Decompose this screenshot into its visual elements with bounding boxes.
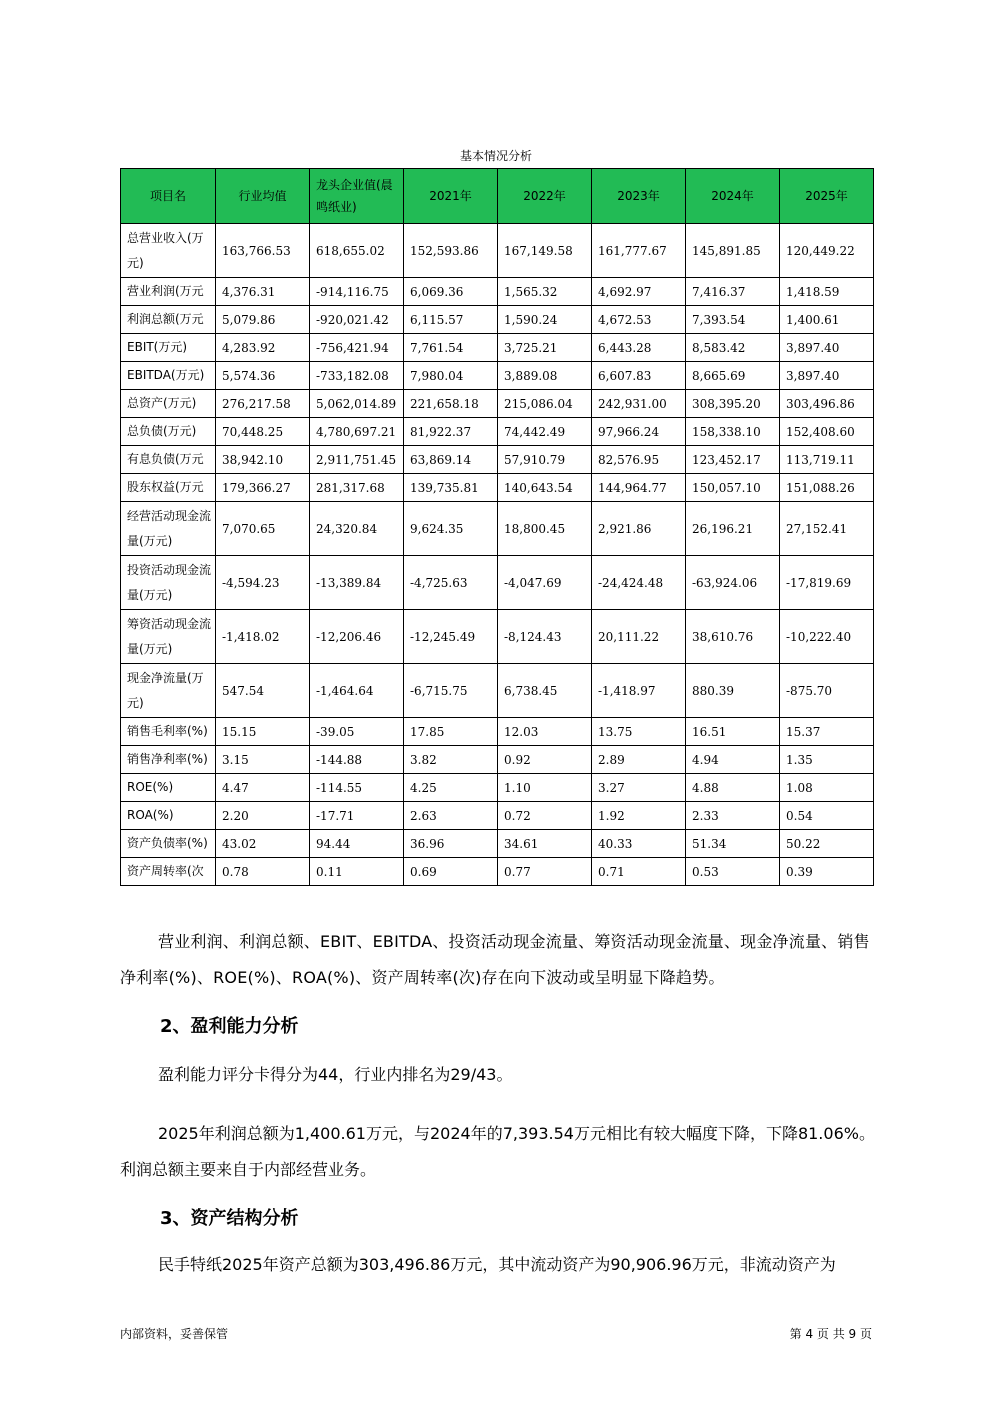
row-label: 总资产(万元) xyxy=(121,390,216,418)
table-cell: 0.77 xyxy=(498,858,592,886)
table-cell: -13,389.84 xyxy=(310,556,404,610)
table-cell: 120,449.22 xyxy=(780,224,874,278)
table-cell: 5,062,014.89 xyxy=(310,390,404,418)
table-cell: 221,658.18 xyxy=(404,390,498,418)
table-cell: 38,942.10 xyxy=(216,446,310,474)
table-cell: 0.78 xyxy=(216,858,310,886)
table-cell: -4,594.23 xyxy=(216,556,310,610)
table-cell: 94.44 xyxy=(310,830,404,858)
table-cell: 144,964.77 xyxy=(592,474,686,502)
table-cell: 4,780,697.21 xyxy=(310,418,404,446)
row-label: 股东权益(万元 xyxy=(121,474,216,502)
table-cell: 0.39 xyxy=(780,858,874,886)
table-cell: 7,416.37 xyxy=(686,278,780,306)
table-cell: 0.11 xyxy=(310,858,404,886)
asset-detail-paragraph: 民手特纸2025年资产总额为303,496.86万元，其中流动资产为90,906.96万元，非流动资产为 xyxy=(158,1255,836,1274)
table-cell: 0.72 xyxy=(498,802,592,830)
table-cell: 1,418.59 xyxy=(780,278,874,306)
table-row xyxy=(121,474,874,502)
table-cell: 161,777.67 xyxy=(592,224,686,278)
row-label: 投资活动现金流量(万元) xyxy=(121,556,216,610)
table-cell: 0.54 xyxy=(780,802,874,830)
table-cell: 4.94 xyxy=(686,746,780,774)
table-cell: 6,607.83 xyxy=(592,362,686,390)
profit-detail-paragraph: 2025年利润总额为1,400.61万元，与2024年的7,393.54万元相比有较大幅度下降，下降81.06%。利润总额主要来自于内部经营业务。 xyxy=(120,1124,875,1179)
table-cell: 151,088.26 xyxy=(780,474,874,502)
table-cell: 3,725.21 xyxy=(498,334,592,362)
table-cell: 1.08 xyxy=(780,774,874,802)
table-cell: 57,910.79 xyxy=(498,446,592,474)
table-cell: 4,376.31 xyxy=(216,278,310,306)
table-cell: 163,766.53 xyxy=(216,224,310,278)
table-row xyxy=(121,746,874,774)
table-cell: 242,931.00 xyxy=(592,390,686,418)
table-cell: -114.55 xyxy=(310,774,404,802)
table-cell: 1.92 xyxy=(592,802,686,830)
table-cell: -4,047.69 xyxy=(498,556,592,610)
profit-section-heading: 2、盈利能力分析 xyxy=(160,1016,299,1037)
header-year-2021: 2021年 xyxy=(404,169,498,224)
table-cell: 158,338.10 xyxy=(686,418,780,446)
table-cell: 3,897.40 xyxy=(780,334,874,362)
table-cell: 152,408.60 xyxy=(780,418,874,446)
table-row xyxy=(121,664,874,718)
table-cell: 50.22 xyxy=(780,830,874,858)
table-row xyxy=(121,802,874,830)
table-cell: 0.71 xyxy=(592,858,686,886)
table-row xyxy=(121,224,874,278)
table-cell: 4,692.97 xyxy=(592,278,686,306)
row-label: 利润总额(万元 xyxy=(121,306,216,334)
table-cell: 7,070.65 xyxy=(216,502,310,556)
row-label: ROE(%) xyxy=(121,774,216,802)
table-cell: 9,624.35 xyxy=(404,502,498,556)
table-cell: -920,021.42 xyxy=(310,306,404,334)
row-label: 资产周转率(次 xyxy=(121,858,216,886)
table-cell: 2.89 xyxy=(592,746,686,774)
table-cell: 63,869.14 xyxy=(404,446,498,474)
row-label: 现金净流量(万元) xyxy=(121,664,216,718)
row-label: EBITDA(万元) xyxy=(121,362,216,390)
row-label: 营业利润(万元 xyxy=(121,278,216,306)
row-label: 销售净利率(%) xyxy=(121,746,216,774)
table-cell: -39.05 xyxy=(310,718,404,746)
table-cell: 4.88 xyxy=(686,774,780,802)
table-cell: 139,735.81 xyxy=(404,474,498,502)
table-row xyxy=(121,278,874,306)
footer-confidential-note: 内部资料，妥善保管 xyxy=(120,1327,229,1341)
table-cell: 113,719.11 xyxy=(780,446,874,474)
table-cell: 7,393.54 xyxy=(686,306,780,334)
table-cell: 7,761.54 xyxy=(404,334,498,362)
table-cell: 27,152.41 xyxy=(780,502,874,556)
table-row xyxy=(121,774,874,802)
table-cell: -1,418.02 xyxy=(216,610,310,664)
row-label: 销售毛利率(%) xyxy=(121,718,216,746)
table-cell: 1.10 xyxy=(498,774,592,802)
table-cell: 26,196.21 xyxy=(686,502,780,556)
table-cell: 15.37 xyxy=(780,718,874,746)
table-cell: 152,593.86 xyxy=(404,224,498,278)
table-cell: -12,245.49 xyxy=(404,610,498,664)
table-row xyxy=(121,334,874,362)
table-cell: 15.15 xyxy=(216,718,310,746)
table-cell: -6,715.75 xyxy=(404,664,498,718)
table-cell: 34.61 xyxy=(498,830,592,858)
table-cell: 40.33 xyxy=(592,830,686,858)
table-cell: 215,086.04 xyxy=(498,390,592,418)
table-cell: 82,576.95 xyxy=(592,446,686,474)
table-cell: -875.70 xyxy=(780,664,874,718)
table-cell: 3.27 xyxy=(592,774,686,802)
table-cell: 16.51 xyxy=(686,718,780,746)
table-cell: 5,079.86 xyxy=(216,306,310,334)
table-cell: 1.35 xyxy=(780,746,874,774)
table-cell: 24,320.84 xyxy=(310,502,404,556)
table-cell: 1,565.32 xyxy=(498,278,592,306)
table-cell: 0.69 xyxy=(404,858,498,886)
row-label: 有息负债(万元 xyxy=(121,446,216,474)
table-cell: -4,725.63 xyxy=(404,556,498,610)
table-cell: 51.34 xyxy=(686,830,780,858)
table-cell: 145,891.85 xyxy=(686,224,780,278)
table-cell: 3.15 xyxy=(216,746,310,774)
header-year-2023: 2023年 xyxy=(592,169,686,224)
table-cell: 3,889.08 xyxy=(498,362,592,390)
table-row xyxy=(121,362,874,390)
header-year-2024: 2024年 xyxy=(686,169,780,224)
table-cell: -8,124.43 xyxy=(498,610,592,664)
table-cell: 97,966.24 xyxy=(592,418,686,446)
row-label: 筹资活动现金流量(万元) xyxy=(121,610,216,664)
table-cell: 179,366.27 xyxy=(216,474,310,502)
table-cell: 43.02 xyxy=(216,830,310,858)
table-cell: 1,590.24 xyxy=(498,306,592,334)
table-cell: 0.92 xyxy=(498,746,592,774)
header-leader-value: 龙头企业值(晨鸣纸业) xyxy=(310,169,404,224)
table-cell: 547.54 xyxy=(216,664,310,718)
trend-paragraph: 营业利润、利润总额、EBIT、EBITDA、投资活动现金流量、筹资活动现金流量、现金净流量、销售净利率(%)、ROE(%)、ROA(%)、资产周转率(次)存在向下波动或呈明显下降趋势。 xyxy=(120,932,870,987)
table-cell: 4.25 xyxy=(404,774,498,802)
table-cell: 2.33 xyxy=(686,802,780,830)
table-row xyxy=(121,610,874,664)
table-cell: 140,643.54 xyxy=(498,474,592,502)
table-row xyxy=(121,830,874,858)
table-cell: 38,610.76 xyxy=(686,610,780,664)
basic-analysis-table xyxy=(120,168,874,886)
table-cell: 281,317.68 xyxy=(310,474,404,502)
table-cell: 6,069.36 xyxy=(404,278,498,306)
table-cell: 2.63 xyxy=(404,802,498,830)
table-row xyxy=(121,418,874,446)
table-cell: 2.20 xyxy=(216,802,310,830)
table-cell: 1,400.61 xyxy=(780,306,874,334)
table-cell: 6,738.45 xyxy=(498,664,592,718)
table-cell: -756,421.94 xyxy=(310,334,404,362)
row-label: ROA(%) xyxy=(121,802,216,830)
table-row xyxy=(121,502,874,556)
table-row xyxy=(121,446,874,474)
table-cell: 618,655.02 xyxy=(310,224,404,278)
table-cell: 81,922.37 xyxy=(404,418,498,446)
table-cell: 0.53 xyxy=(686,858,780,886)
row-label: EBIT(万元) xyxy=(121,334,216,362)
table-cell: 4.47 xyxy=(216,774,310,802)
footer-page-number: 第 4 页 共 9 页 xyxy=(789,1327,872,1341)
table-cell: 3,897.40 xyxy=(780,362,874,390)
table-header-row xyxy=(121,169,874,224)
table-cell: -17,819.69 xyxy=(780,556,874,610)
table-cell: 8,583.42 xyxy=(686,334,780,362)
table-cell: -1,418.97 xyxy=(592,664,686,718)
table-cell: 36.96 xyxy=(404,830,498,858)
table-cell: 12.03 xyxy=(498,718,592,746)
table-cell: 70,448.25 xyxy=(216,418,310,446)
table-cell: 18,800.45 xyxy=(498,502,592,556)
table-row xyxy=(121,306,874,334)
table-cell: 276,217.58 xyxy=(216,390,310,418)
header-industry-avg: 行业均值 xyxy=(216,169,310,224)
table-cell: -914,116.75 xyxy=(310,278,404,306)
table-cell: 880.39 xyxy=(686,664,780,718)
profit-score-paragraph: 盈利能力评分卡得分为44，行业内排名为29/43。 xyxy=(158,1065,513,1084)
table-cell: 74,442.49 xyxy=(498,418,592,446)
table-cell: -63,924.06 xyxy=(686,556,780,610)
table-cell: 123,452.17 xyxy=(686,446,780,474)
table-row xyxy=(121,556,874,610)
table-cell: 3.82 xyxy=(404,746,498,774)
table-row xyxy=(121,718,874,746)
header-item-name: 项目名 xyxy=(121,169,216,224)
table-cell: 150,057.10 xyxy=(686,474,780,502)
table-cell: 4,283.92 xyxy=(216,334,310,362)
table-cell: 6,443.28 xyxy=(592,334,686,362)
table-cell: 7,980.04 xyxy=(404,362,498,390)
table-cell: 4,672.53 xyxy=(592,306,686,334)
table-cell: 20,111.22 xyxy=(592,610,686,664)
table-cell: 8,665.69 xyxy=(686,362,780,390)
row-label: 资产负债率(%) xyxy=(121,830,216,858)
table-cell: 308,395.20 xyxy=(686,390,780,418)
table-cell: 167,149.58 xyxy=(498,224,592,278)
table-cell: -144.88 xyxy=(310,746,404,774)
table-caption: 基本情况分析 xyxy=(459,149,532,163)
asset-section-heading: 3、资产结构分析 xyxy=(160,1208,299,1229)
table-cell: -10,222.40 xyxy=(780,610,874,664)
row-label: 总负债(万元) xyxy=(121,418,216,446)
table-cell: 2,911,751.45 xyxy=(310,446,404,474)
table-cell: 17.85 xyxy=(404,718,498,746)
table-cell: 2,921.86 xyxy=(592,502,686,556)
header-year-2025: 2025年 xyxy=(780,169,874,224)
table-cell: 5,574.36 xyxy=(216,362,310,390)
table-cell: -24,424.48 xyxy=(592,556,686,610)
header-year-2022: 2022年 xyxy=(498,169,592,224)
table-cell: -733,182.08 xyxy=(310,362,404,390)
table-cell: -17.71 xyxy=(310,802,404,830)
row-label: 经营活动现金流量(万元) xyxy=(121,502,216,556)
table-cell: 303,496.86 xyxy=(780,390,874,418)
table-cell: -1,464.64 xyxy=(310,664,404,718)
table-row xyxy=(121,390,874,418)
table-row xyxy=(121,858,874,886)
table-cell: 6,115.57 xyxy=(404,306,498,334)
table-cell: -12,206.46 xyxy=(310,610,404,664)
row-label: 总营业收入(万元) xyxy=(121,224,216,278)
table-cell: 13.75 xyxy=(592,718,686,746)
